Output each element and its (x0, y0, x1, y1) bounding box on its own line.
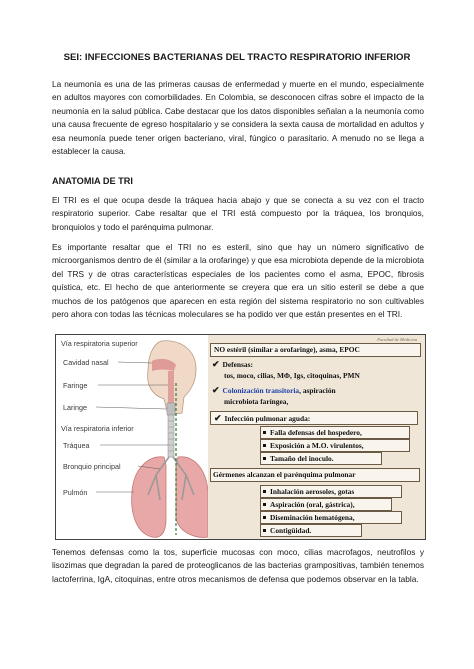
bullet-icon (263, 503, 266, 506)
label-larynx: Laringe (63, 403, 87, 412)
germ-item-text: Aspiración (oral, gástrica), (270, 500, 355, 509)
label-nasal-cavity: Cavidad nasal (63, 358, 109, 367)
check-icon: ✔ (212, 359, 220, 369)
bullet-icon (263, 444, 266, 447)
colonization-title: Colonización transitoria (222, 386, 300, 395)
bullet-icon (263, 431, 266, 434)
header-box: NO estéril (similar a orofaringe), asma, EPOC (210, 343, 421, 357)
defenses-detail: tos, moco, cilias, MΦ, Igs, citoquinas, PMN (224, 371, 360, 380)
infection-box (210, 411, 418, 425)
section-heading: ANATOMIA DE TRI (52, 176, 133, 186)
infection-item-text: Exposición a M.O. virulentos, (270, 441, 364, 450)
infection-box-text: Infección pulmonar aguda: (224, 414, 311, 423)
label-lung: Pulmón (63, 488, 88, 497)
infection-item-text: Falla defensas del hospedero, (270, 428, 362, 437)
infection-item (260, 452, 382, 465)
infection-item (260, 426, 410, 439)
anatomy-paragraph-1: El TRI es el que ocupa desde la tráquea hacia abajo y que se conecta a su vez con el tracto respiratorio superior. Cabe resaltar que el TRI está compuesto por la tráquea, los bronquios, bronquiolos y todo el parénquima pulmonar. (52, 195, 424, 232)
germ-item-text: Inhalación aerosoles, gotas (270, 487, 355, 496)
defenses-title-text: Defensas: (222, 360, 253, 369)
germs-box: Gérmenes alcanzan el parénquima pulmonar (210, 468, 420, 482)
label-main-bronchus: Bronquio principal (63, 462, 121, 471)
label-lower-tract: Vía respiratoria inferior (61, 424, 134, 433)
intro-paragraph: La neumonía es una de las primeras causas de enfermedad y muerte en el mundo, especialmente en adultos mayores con comorbilidades. En Colombia, se desconocen cifras sobre el impacto de la neumonía en la salud pública. Cabe destacar que los datos disponibles señalan a la neumonía como una causa frecuente de egreso hospitalario y se considera la sexta causa de mortalidad en adultos y esa neumonía puede tener origen bacteriano, viral, fúngico o parasitario. A menudo no se llega a establecer la causa. (52, 79, 424, 157)
bullet-icon (263, 490, 266, 493)
colonization-line (212, 385, 415, 396)
pathogenesis-panel (208, 335, 425, 539)
germ-item (260, 498, 392, 511)
anatomy-paragraph-2: Es importante resaltar que el TRI no es esteril, sino que hay un número significativo de microorganismos dentro de él (similar a la orofaringe) y que esa microbiota depende de la microbiota del TRS y de otras características especiales de los pacientes como el asma, EPOC, fibrosis quística, etc. El hecho de que anteriormente se creyera que era un sitio esteril se debe a que muchos de los patógenos que aparecen en esta región del sistema respiratorio no son cultivables pero ahora con todas las técnicas moleculares se ha podido ver que están presentes en el TRI. (52, 242, 424, 320)
watermark-text: Facultad de Medicina (377, 337, 417, 342)
label-upper-tract: Vía respiratoria superior (61, 339, 138, 348)
label-trachea: Tráquea (63, 441, 90, 450)
label-pharynx: Faringe (63, 381, 88, 390)
check-icon: ✔ (214, 413, 222, 423)
germ-item (260, 524, 362, 537)
germ-item-text: Diseminación hematógena, (270, 513, 355, 522)
colonization-line-2: microbiota faríngea, (224, 397, 289, 406)
check-icon: ✔ (212, 385, 220, 395)
anatomy-illustration (56, 335, 208, 539)
bullet-icon (263, 457, 266, 460)
defenses-paragraph: Tenemos defensas como la tos, superficie mucosas con moco, cilias macrofagos, neutrofilos y lisozimas que degradan la pared de proteoglicanos de las bacterias grampositivas, también tenemos lactoferrina, IgA, citoquinas, entre otros mecanismos de defensa que podemos observar en la tabla. (52, 547, 424, 584)
respiratory-tract-figure (55, 334, 426, 540)
defenses-title (212, 359, 415, 370)
bullet-icon (263, 529, 266, 532)
germ-item (260, 511, 402, 524)
bullet-icon (263, 516, 266, 519)
germ-item-text: Contigüidad. (270, 526, 312, 535)
colonization-rest: , aspiración (299, 386, 336, 395)
infection-item (260, 439, 410, 452)
document-title: SEI: INFECCIONES BACTERIANAS DEL TRACTO RESPIRATORIO INFERIOR (63, 52, 411, 63)
infection-item-text: Tamaño del inoculo. (270, 454, 334, 463)
germ-item (260, 485, 402, 498)
